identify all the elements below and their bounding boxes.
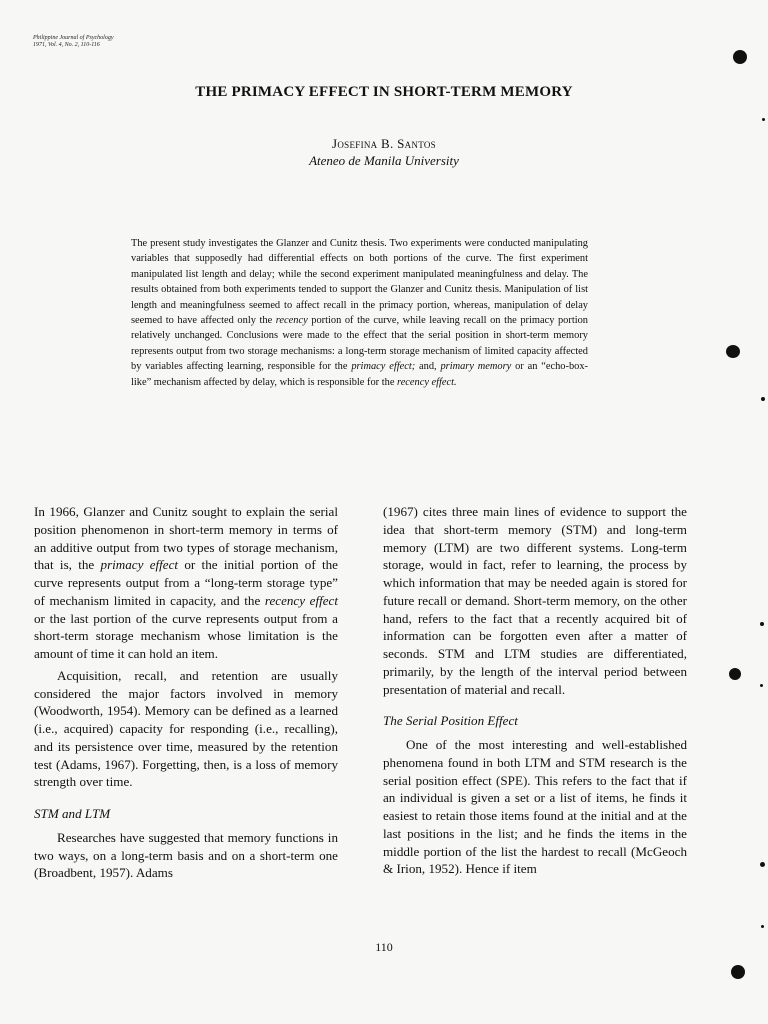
page-number: 110 <box>375 940 393 954</box>
margin-mark <box>729 668 741 680</box>
abstract-emphasis: recency effect. <box>397 376 457 388</box>
margin-mark <box>761 397 765 401</box>
abstract-text: or an “echo-box-like” mechanism affected by delay, which is responsible for the <box>131 361 588 388</box>
margin-mark <box>733 50 747 64</box>
body-paragraph: (1967) cites three main lines of evidence to support the idea that short-term memory (STM) and long-term memory (LTM) are two different systems. Long-term storage, would in fact, refer to learning, the process by which information that may be needed again is stored for future recall or demand. Short-term memory, on the other hand, refers to the fact that a recently acquired bit of information can be forgotten even after a matter of seconds. STM and LTM studies are differentiated, primarily, by the length of the interval period between presentation of material and recall. <box>383 504 687 697</box>
margin-mark <box>731 965 745 979</box>
margin-mark <box>726 345 740 358</box>
abstract-emphasis: primacy effect; <box>351 361 416 373</box>
margin-mark <box>760 684 763 687</box>
abstract-text: The present study investigates the Glanzer and Cunitz thesis. Two experiments were conducted manipulating variables that supposedly had differential effects on both portions of the curve. The first experiment manipulated list length and delay; while the second experiment manipulated meaningfulness and delay. The results obtained from both experiments tended to support the Glanzer and Cunitz thesis. Manipulation of list length and meaningfulness seemed to affect recall in the primacy portion, whereas, manipulation of delay seemed to have affected only the <box>131 238 588 327</box>
margin-mark <box>760 862 765 867</box>
abstract-emphasis: recency <box>275 315 308 327</box>
abstract-text: portion of the curve, while leaving recall on the primacy portion relatively unchanged. Conclusions were made to the effect that the serial position in short-term memory represents output from two storage mechanisms: a long-term storage mechanism of limited capacity affected by variables affecting learning, responsible for the <box>131 315 588 373</box>
paper-title: THE PRIMACY EFFECT IN SHORT-TERM MEMORY <box>195 84 573 100</box>
body-paragraph: Researches have suggested that memory functions in two ways, on a long-term basis and on a short-term one (Broadbent, 1957). Adams <box>34 829 338 881</box>
left-column <box>34 503 338 882</box>
body-paragraph <box>34 503 338 663</box>
body-paragraph: One of the most interesting and well-established phenomena found in both LTM and STM research is the serial position effect (SPE). This refers to the fact that if an individual is given a set or a list of items, he finds it easiest to retain those items found at the initial and at the last positions in the list; and he finds the items in the middle portion of the list the hardest to recall (McGeoch & Irion, 1952). Hence if item <box>383 737 687 877</box>
paragraph-text: or the last portion of the curve represents output from a short-term storage mechanism whose limitation is the amount of time it can hold an item. <box>34 610 338 661</box>
right-column <box>383 503 687 878</box>
author-affiliation: Ateneo de Manila University <box>309 153 459 168</box>
margin-mark <box>760 622 764 626</box>
journal-volume: 1971, Vol. 4, No. 2, 110-116 <box>33 42 100 48</box>
paragraph-text: or the initial portion of the curve represents output from a “long-term storage type” of mechanism limited in capacity, and the <box>34 557 338 608</box>
margin-mark <box>762 118 765 121</box>
body-paragraph: Acquisition, recall, and retention are usually considered the major factors involved in memory (Woodworth, 1954). Memory can be defined as a learned (i.e., acquired) capacity for responding (i.e., recalling), and its persistence over time, measured by the retention test (Adams, 1967). Forgetting, then, is a loss of memory strength over time. <box>34 667 338 790</box>
abstract <box>131 236 588 390</box>
author-name: Josefina B. Santos <box>332 136 436 151</box>
paragraph-emphasis: recency effect <box>264 592 338 608</box>
abstract-text: and, <box>415 361 441 373</box>
paragraph-emphasis: primacy effect <box>100 557 179 573</box>
section-heading-serial-position: The Serial Position Effect <box>383 713 518 729</box>
margin-mark <box>761 925 764 928</box>
journal-name: Philippine Journal of Psychology <box>33 35 114 41</box>
abstract-emphasis: primary memory <box>440 361 512 373</box>
paragraph-text: In 1966, Glanzer and Cunitz sought to explain the serial position phenomenon in short-term memory in terms of an additive output from two types of storage mechanism, that is, the <box>34 504 338 573</box>
section-heading-stm-ltm: STM and LTM <box>34 806 111 821</box>
journal-citation <box>33 35 113 49</box>
